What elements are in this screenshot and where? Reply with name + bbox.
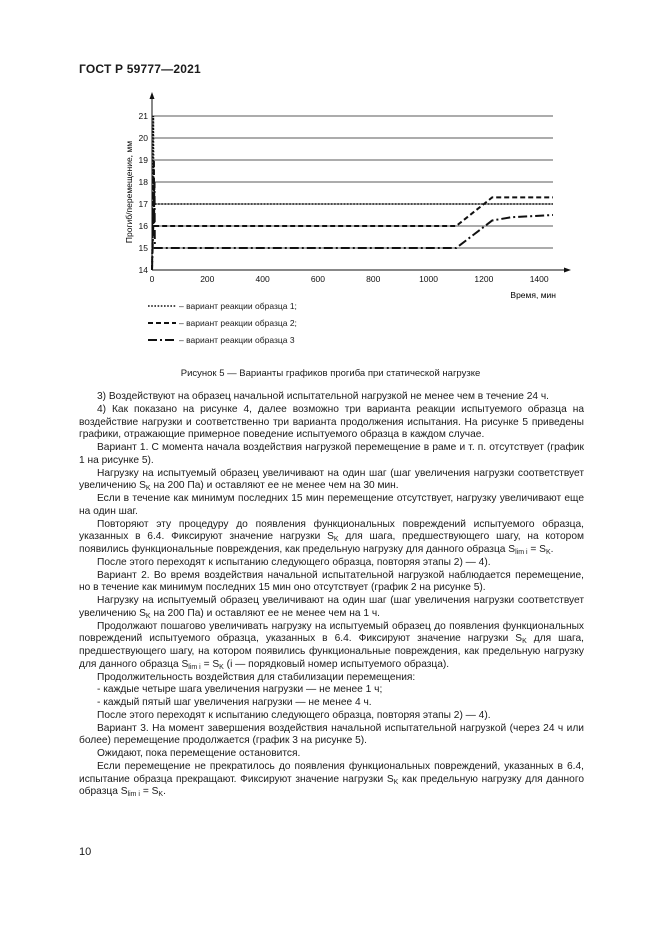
paragraph: Если перемещение не прекратилось до появления функциональных повреждений, указанных в 6.4, испытание образца прекращают. Фиксируют значение нагрузки $S_K$ как предельную нагрузку для данного образца $S_{lim i} = S_K$. bbox=[79, 760, 584, 799]
list-item: - каждый пятый шаг увеличения нагрузки — не менее 4 ч. bbox=[97, 697, 372, 708]
paragraph: Ожидают, пока перемещение остановится. bbox=[97, 748, 301, 759]
legend-item-3 bbox=[148, 333, 295, 347]
x-tick-label: 600 bbox=[310, 274, 326, 284]
x-axis-label: Время, мин bbox=[510, 290, 556, 300]
chart-gridlines bbox=[152, 116, 553, 248]
paragraph: Продолжительность воздействия для стабилизации перемещения: bbox=[97, 671, 416, 683]
x-tick-label: 1200 bbox=[474, 274, 494, 284]
y-tick-label: 16 bbox=[138, 221, 148, 231]
deflection-chart bbox=[0, 0, 661, 360]
page-number: 10 bbox=[79, 846, 92, 858]
y-axis-arrow-icon bbox=[150, 92, 155, 99]
paragraph: Вариант 1. С момента начала воздействия нагрузкой перемещение в раме и т. п. отсутствует (график 1 на рисунке 5). bbox=[79, 442, 584, 466]
x-tick-label: 400 bbox=[255, 274, 270, 284]
paragraph: Нагрузку на испытуемый образец увеличивают на один шаг (шаг увеличения нагрузки соответствует увеличению $S_K$ на 200 Па) и оставляют ее не менее чем на 30 мин. bbox=[79, 467, 584, 493]
paragraph: Вариант 2. Во время воздействия начальной испытательной нагрузкой наблюдается перемещение, но в течение как минимум последних 15 мин оно отсутствует (график 2 на рисунке 5). bbox=[79, 569, 584, 594]
legend-dashdot-line-icon bbox=[148, 337, 176, 343]
y-axis-label: Прогиб/перемещение, мм bbox=[124, 140, 134, 244]
paragraph: 4) Как показано на рисунке 4, далее возможно три варианта реакции испытуемого образца на воздействие нагрузки и соответственно три варианта продолжения испытания. На рисунке 5 приведены графики, отражающие примерное поведение испытуемого образца в каждом случае. bbox=[79, 403, 584, 441]
y-tick-label: 15 bbox=[138, 243, 148, 253]
legend-label-2: – вариант реакции образца 2; bbox=[179, 318, 297, 328]
x-axis-arrow-icon bbox=[564, 268, 571, 273]
y-tick-label: 17 bbox=[138, 199, 148, 209]
x-tick-label: 0 bbox=[149, 274, 155, 284]
x-tick-label: 1000 bbox=[419, 274, 439, 284]
list-item: - каждые четыре шага увеличения нагрузки — не менее 1 ч; bbox=[97, 684, 383, 696]
y-tick-label: 14 bbox=[138, 265, 148, 275]
body-text bbox=[79, 391, 584, 799]
document-header: ГОСТ Р 59777—2021 bbox=[79, 62, 201, 76]
paragraph: 3) Воздействуют на образец начальной испытательной нагрузкой не менее чем в течение 24 ч. bbox=[97, 391, 550, 402]
y-tick-label: 18 bbox=[138, 177, 148, 187]
paragraph: Нагрузку на испытуемый образец увеличивают на один шаг (шаг увеличения нагрузки соответствует увеличению $S_K$ на 200 Па) и оставляют ее не менее чем на 1 ч. bbox=[79, 595, 584, 620]
y-tick-labels bbox=[139, 111, 149, 275]
paragraph: После этого переходят к испытанию следующего образца, повторяя этапы 2) — 4). bbox=[97, 709, 491, 721]
x-tick-labels bbox=[150, 274, 549, 284]
legend-label-3: – вариант реакции образца 3 bbox=[179, 335, 295, 345]
y-tick-label: 20 bbox=[138, 133, 148, 143]
y-tick-label: 21 bbox=[138, 111, 148, 121]
x-tick-label: 1400 bbox=[529, 274, 549, 284]
x-tick-label: 800 bbox=[366, 274, 381, 284]
paragraph: Повторяют эту процедуру до появления функциональных повреждений испытуемого образца, указанных в 6.4. Фиксируют значение нагрузки $S_K$ для шага, предшествующего шагу, на котором появились функциональные повреждения, как предельную нагрузку для данного образца $S_{lim i} = S_K$. bbox=[79, 518, 584, 556]
paragraph: Вариант 3. На момент завершения воздействия начальной испытательной нагрузкой (через 24 ч или более) перемещение продолжается (график 3 на рисунке 5). bbox=[79, 722, 584, 747]
figure-caption: Рисунок 5 — Варианты графиков прогиба при статической нагрузке bbox=[180, 368, 481, 379]
paragraph: Если в течение как минимум последних 15 мин перемещение отсутствует, нагрузку увеличивают еще на один шаг. bbox=[79, 493, 584, 517]
y-tick-label: 19 bbox=[138, 155, 148, 165]
series-line-1 bbox=[152, 116, 553, 270]
legend-item-2 bbox=[148, 316, 297, 330]
legend-item-1 bbox=[148, 299, 297, 313]
chart-series bbox=[152, 116, 553, 270]
x-tick-label: 200 bbox=[200, 274, 215, 284]
paragraph: Продолжают пошагово увеличивать нагрузку на испытуемый образец до появления функциональных повреждений испытуемого образца, указанных в 6.4. Фиксируют значение нагрузки $S_K$ для шага, предшествующего шагу, на котором появились функциональные повреждения, как предельную нагрузку для данного образца $S_{lim i} = S_K$ (i — порядковый номер испытуемого образца). bbox=[79, 620, 584, 671]
legend-dashed-line-icon bbox=[148, 320, 176, 326]
series-line-2 bbox=[152, 160, 553, 270]
legend-dotted-line-icon bbox=[148, 303, 176, 309]
paragraph: После этого переходят к испытанию следующего образца, повторяя этапы 2) — 4). bbox=[97, 556, 491, 568]
legend-label-1: – вариант реакции образца 1; bbox=[179, 301, 297, 311]
